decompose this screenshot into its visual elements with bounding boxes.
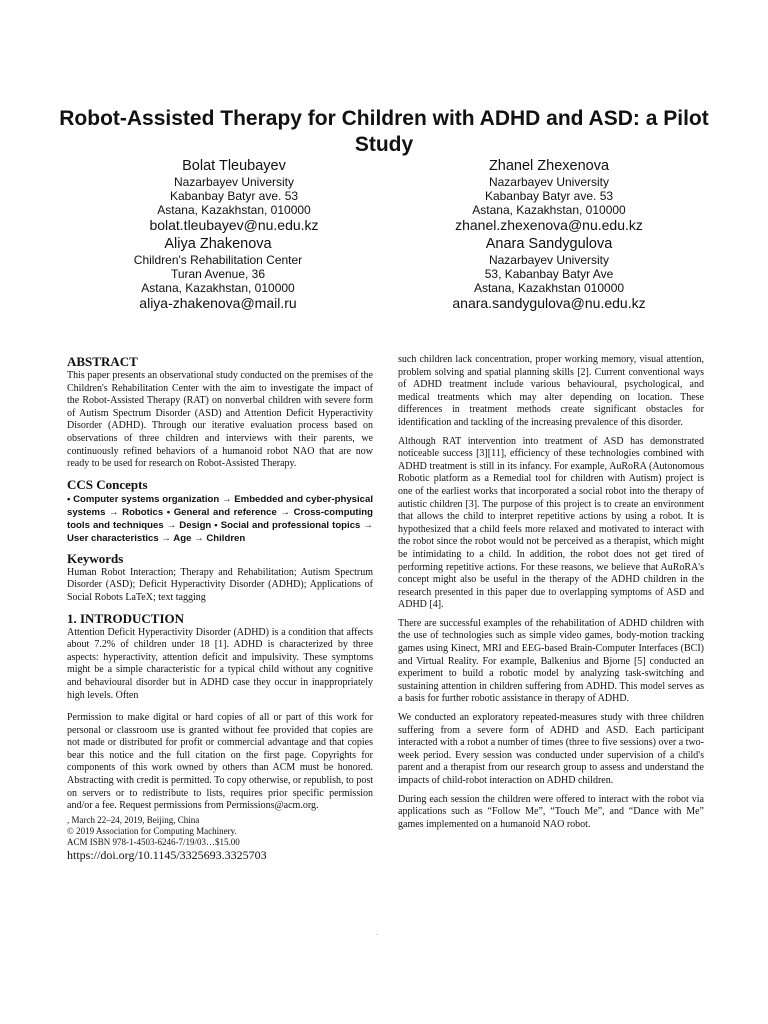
author-city: Astana, Kazakhstan, 010000 (157, 203, 311, 217)
author-name: Aliya Zhakenova (164, 236, 272, 252)
author-email: anara.sandygulova@nu.edu.kz (452, 295, 646, 311)
copyright-line: © 2019 Association for Computing Machinery. (67, 825, 237, 836)
body-paragraph: We conducted an exploratory repeated-measures study with three children suffering from a severe form of ADHD and ASD. Each participant interacted with a robot a number of times (three to five sessions) over a two-week period. Every session was conducted under supervision of a child's parent and a therapist from our research group to assess and understand the impacts of child-robot interaction on ADHD children. (398, 712, 705, 786)
abstract-text: This paper presents an observational study conducted on the premises of the Children's Rehabilitation Center with the aim to investigate the impact of the Robot-Assisted Therapy (RAT) on nonverbal children with severe form of Autism Spectrum Disorder (ASD) and Attention Deficit Hyperactivity Disorder (ADHD). Through our iterative evaluation process based on observations of three children and interviews with their parents, we continuously refined behaviors of a humanoid robot NAO that are now ready to be used for research on Robot-Assisted Therapy. (67, 370, 373, 470)
author-city: Astana, Kazakhstan, 010000 (141, 281, 295, 295)
permission-text: Permission to make digital or hard copies of all or part of this work for personal or classroom use is granted without fee provided that copies are not made or distributed for profit or commercial advantage and that copies bear this notice and the full citation on the first page. Copyrights for components of this work owned by others than ACM must be honored. Abstracting with credit is permitted. To copy otherwise, or republish, to post on servers or to redistribute to lists, requires prior specific permission and/or a fee. Request permissions from Permissions@acm.org. (67, 712, 373, 812)
author-affiliation: Nazarbayev University (488, 175, 610, 189)
keywords-heading: Keywords (67, 550, 124, 566)
author-city: Astana, Kazakhstan, 010000 (472, 203, 626, 217)
author-affiliation: Children's Rehabilitation Center (133, 253, 303, 267)
page-mark: . (376, 928, 378, 937)
author-address: Kabanbay Batyr ave. 53 (484, 189, 614, 203)
author-name: Bolat Tleubayev (182, 158, 286, 174)
body-paragraph: Although RAT intervention into treatment of ASD has demonstrated noticeable success [3][11], efficiency of these technologies combined with ADHD treatment is still in its infancy. For example, AuRoRA (Autonomous Robotic platform as a Remedial tool for children with Autism) project is one of the earliest works that incorporated a social robot into the therapy of autistic children [3]. The purpose of this project is to create an environment that allows the child to interpret repetitive actions by using a robot. It is hypothesized that a child feels more relaxed and motivated to interact with the robot since the robot would not be perceived as a therapist, which might be intimidating to a child. In addition, the robot does not get tired of performing repetitive actions. For these reasons, we believe that AuRoRA's concept might also be useful in the therapy of the ADHD children in the research presented in this paper due to overlapping symptoms of ASD and ADHD [4]. (398, 435, 704, 611)
author-block (68, 236, 368, 312)
conference-info: , March 22–24, 2019, Beijing, China (67, 814, 200, 825)
author-block (84, 158, 384, 234)
ccs-heading: CCS Concepts (67, 476, 148, 492)
author-affiliation: Nazarbayev University (488, 253, 610, 267)
body-paragraph: such children lack concentration, proper working memory, visual attention, problem solving and spatial planning skills [2]. Current conventional ways of ADHD treatment include various behavioural, psychological, and medical treatments which may alter depending on location. These differences in treatment methods create significant obstacles for identification and tackling of the increasing prevalence of this disorder. (398, 354, 704, 428)
abstract-heading: ABSTRACT (67, 354, 138, 369)
author-name: Zhanel Zhexenova (488, 158, 610, 174)
author-block (399, 158, 699, 234)
left-column (67, 354, 373, 862)
right-column (398, 354, 704, 837)
body-paragraph: There are successful examples of the rehabilitation of ADHD children with the use of technologies such as simple video games, body-motion tracking games using Kinect, MRI and EEG-based Brain-Computer Interfaces (BCI) and Virtual Reality. For example, Balkenius and Bjorne [5] conducted an experiment to build a robotic model by analyzing task-switching and sustaining attention in children suffering from ADHD. This model serves as a basis for further robotic assistance in therapy of ADHD. (398, 617, 704, 705)
author-city: Astana, Kazakhstan 010000 (473, 281, 625, 295)
author-block (399, 236, 699, 312)
author-name: Anara Sandygulova (485, 236, 613, 252)
paper-title: Robot-Assisted Therapy for Children with ADHD and ASD: a Pilot Study (59, 107, 709, 156)
author-email: zhanel.zhexenova@nu.edu.kz (455, 217, 643, 233)
permission-block (67, 712, 373, 862)
author-affiliation: Nazarbayev University (173, 175, 295, 189)
body-paragraph: During each session the children were offered to interact with the robot via applications such as “Follow Me”, “Touch Me”, and “Dance with Me” games implemented on a humanoid NAO robot. (398, 793, 704, 830)
author-address: Turan Avenue, 36 (170, 267, 266, 281)
isbn-line: ACM ISBN 978-1-4503-6246-7/19/03…$15.00 (67, 836, 240, 847)
author-address: 53, Kabanbay Batyr Ave (484, 267, 614, 281)
introduction-heading: 1. INTRODUCTION (67, 610, 185, 626)
author-email: bolat.tleubayev@nu.edu.kz (149, 217, 319, 233)
author-address: Kabanbay Batyr ave. 53 (169, 189, 299, 203)
keywords-text: Human Robot Interaction; Therapy and Rehabilitation; Autism Spectrum Disorder (ASD); Deficit Hyperactivity Disorder (ADHD); Applications of Social Robots LaTeX; text tagging (67, 566, 373, 603)
introduction-paragraph: Attention Deficit Hyperactivity Disorder (ADHD) is a condition that affects about 7.2% of children under 18 [1]. ADHD is characterized by three aspects: hyperactivity, attention deficit and impulsivity. These symptoms might be a simple characteristic for a typical child without any cognitive and behavioural disorder but in ADHD case they occur in inappropriately high levels. Often (67, 626, 373, 701)
doi-link[interactable]: https://doi.org/10.1145/3325693.3325703 (67, 847, 267, 862)
author-email: aliya-zhakenova@mail.ru (139, 295, 297, 311)
ccs-text: • Computer systems organization → Embedded and cyber-physical systems → Robotics • General and reference → Cross-computing tools and techniques → Design • Social and professional topics → User characteristics → Age → Children (67, 493, 373, 544)
